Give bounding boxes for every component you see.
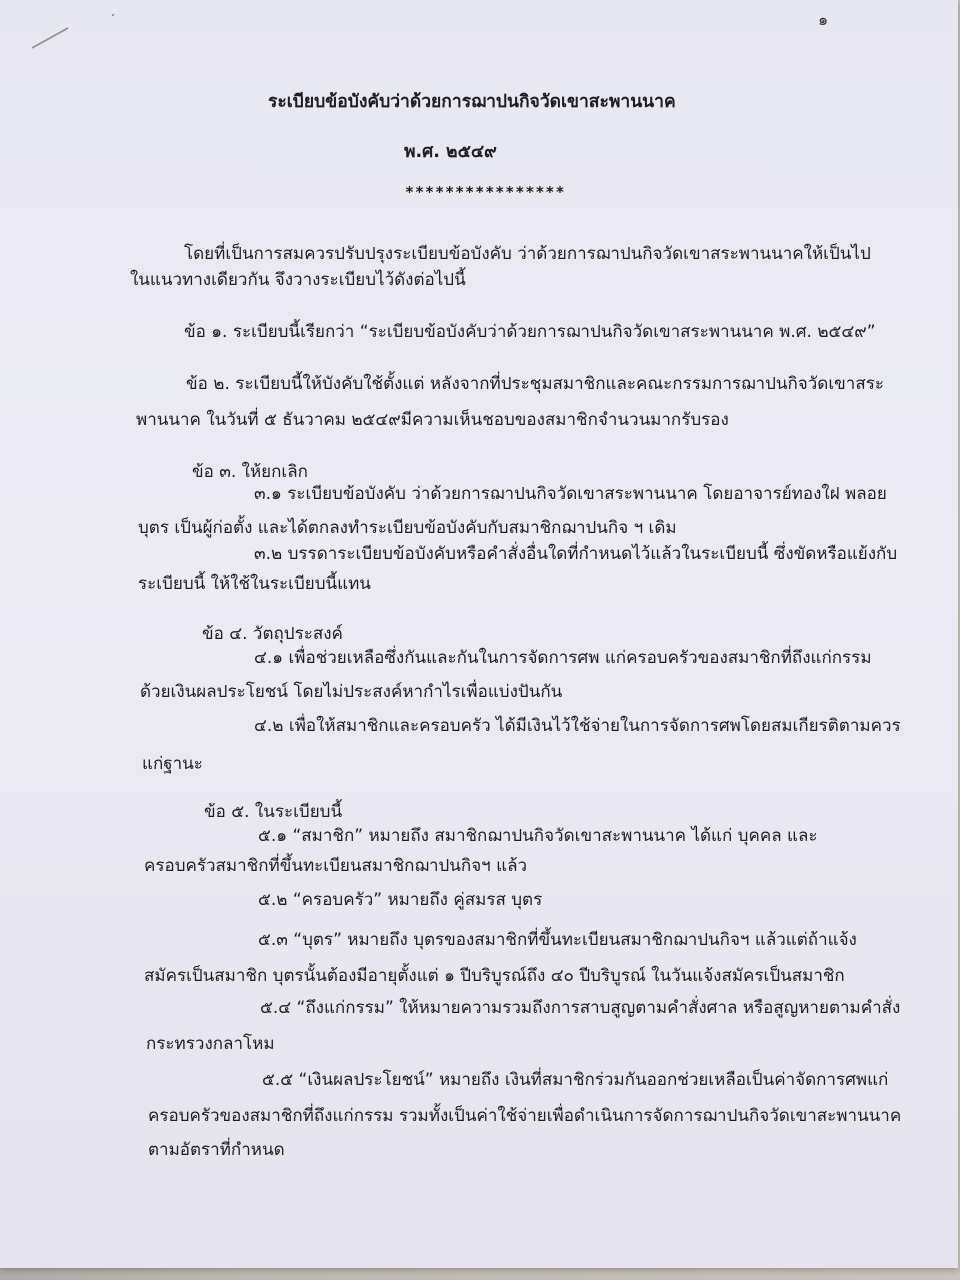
clause-1: ข้อ ๑. ระเบียบนี้เรียกว่า “ระเบียบข้อบังคับว่าด้วยการฌาปนกิจวัดเขาสระพานนาค พ.ศ. ๒๕๔๙” — [184, 322, 876, 342]
clause-5-2: ๕.๒ “ครอบครัว” หมายถึง คู่สมรส บุตร — [258, 890, 543, 910]
clause-5-3-line-1: ๕.๓ “บุตร” หมายถึง บุตรของสมาชิกที่ขึ้นทะเบียนสมาชิกฌาปนกิจฯ แล้วแต่ถ้าแจ้ง — [258, 930, 857, 950]
staple-mark-icon — [28, 12, 118, 52]
clause-4-1-line-1: ๔.๑ เพื่อช่วยเหลือซึ่งกันและกันในการจัดการศพ แก่ครอบครัวของสมาชิกที่ถึงแก่กรรม — [254, 648, 872, 668]
clause-2-line-2: พานนาค ในวันที่ ๕ ธันวาคม ๒๕๔๙มีความเห็นชอบของสมาชิกจำนวนมากรับรอง — [136, 410, 729, 430]
clause-5-4-line-1: ๕.๔ “ถึงแก่กรรม” ให้หมายความรวมถึงการสาบสูญตามคำสั่งศาล หรือสูญหายตามคำสั่ง — [260, 998, 901, 1018]
document-year: พ.ศ. ๒๕๔๙ — [404, 142, 497, 162]
clause-5-4-line-2: กระทรวงกลาโหม — [146, 1034, 275, 1054]
document-title: ระเบียบข้อบังคับว่าด้วยการฌาปนกิจวัดเขาสะพานนาค — [268, 92, 676, 112]
clause-3-heading: ข้อ ๓. ให้ยกเลิก — [192, 462, 308, 482]
clause-5-1-line-2: ครอบครัวสมาชิกที่ขึ้นทะเบียนสมาชิกฌาปนกิจฯ แล้ว — [144, 856, 528, 876]
clause-5-1-line-1: ๕.๑ “สมาชิก” หมายถึง สมาชิกฌาปนกิจวัดเขาสะพานนาค ได้แก่ บุคคล และ — [258, 826, 818, 846]
clause-5-5-line-1: ๕.๕ “เงินผลประโยชน์” หมายถึง เงินที่สมาชิกร่วมกันออกช่วยเหลือเป็นค่าจัดการศพแก่ — [262, 1070, 889, 1090]
clause-3-1-line-1: ๓.๑ ระเบียบข้อบังคับ ว่าด้วยการฌาปนกิจวัดเขาสระพานนาค โดยอาจารย์ทองใฝ พลอย — [254, 484, 887, 504]
intro-line-1: โดยที่เป็นการสมควรปรับปรุงระเบียบข้อบังคับ ว่าด้วยการฌาปนกิจวัดเขาสระพานนาคให้เป็นไป — [184, 244, 871, 264]
clause-5-heading: ข้อ ๕. ในระเบียบนี้ — [204, 802, 343, 822]
clause-4-2-line-2: แก่ฐานะ — [142, 754, 203, 774]
clause-4-2-line-1: ๔.๒ เพื่อให้สมาชิกและครอบครัว ได้มีเงินไว้ใช้จ่ายในการจัดการศพโดยสมเกียรติตามควร — [254, 716, 901, 736]
separator-line: **************** — [405, 183, 566, 201]
clause-4-1-line-2: ด้วยเงินผลประโยชน์ โดยไม่ประสงค์หากำไรเพื่อแบ่งปันกัน — [140, 682, 563, 702]
clause-2-line-1: ข้อ ๒. ระเบียบนี้ให้บังคับใช้ตั้งแต่ หลังจากที่ประชุมสมาชิกและคณะกรรมการฌาปนกิจวัดเขาสระ — [186, 374, 884, 394]
clause-3-1-line-2: บุตร เป็นผู้ก่อตั้ง และได้ตกลงทำระเบียบข้อบังคับกับสมาชิกฌาปนกิจ ฯ เดิม — [138, 518, 677, 538]
clause-4-heading: ข้อ ๔. วัตถุประสงค์ — [202, 624, 343, 644]
page-number: ๑ — [818, 10, 829, 29]
clause-5-3-line-2: สมัครเป็นสมาชิก บุตรนั้นต้องมีอายุตั้งแต่ ๑ ปีบริบูรณ์ถึง ๔๐ ปีบริบูรณ์ ในวันแจ้งสมัครเป็นสมาชิก — [144, 966, 845, 986]
clause-5-5-line-2: ครอบครัวของสมาชิกที่ถึงแก่กรรม รวมทั้งเป็นค่าใช้จ่ายเพื่อดำเนินการจัดการฌาปนกิจวัดเขาสะพานนาค — [148, 1106, 902, 1126]
clause-5-5-line-3: ตามอัตราที่กำหนด — [148, 1140, 285, 1160]
clause-3-2-line-1: ๓.๒ บรรดาระเบียบข้อบังคับหรือคำสั่งอื่นใดที่กำหนดไว้แล้วในระเบียบนี้ ซึ่งขัดหรือแย้งกับ — [254, 544, 898, 564]
clause-3-2-line-2: ระเบียบนี้ ให้ใช้ในระเบียบนี้แทน — [138, 574, 371, 594]
intro-line-2: ในแนวทางเดียวกัน จึงวางระเบียบไว้ดังต่อไปนี้ — [130, 270, 466, 290]
